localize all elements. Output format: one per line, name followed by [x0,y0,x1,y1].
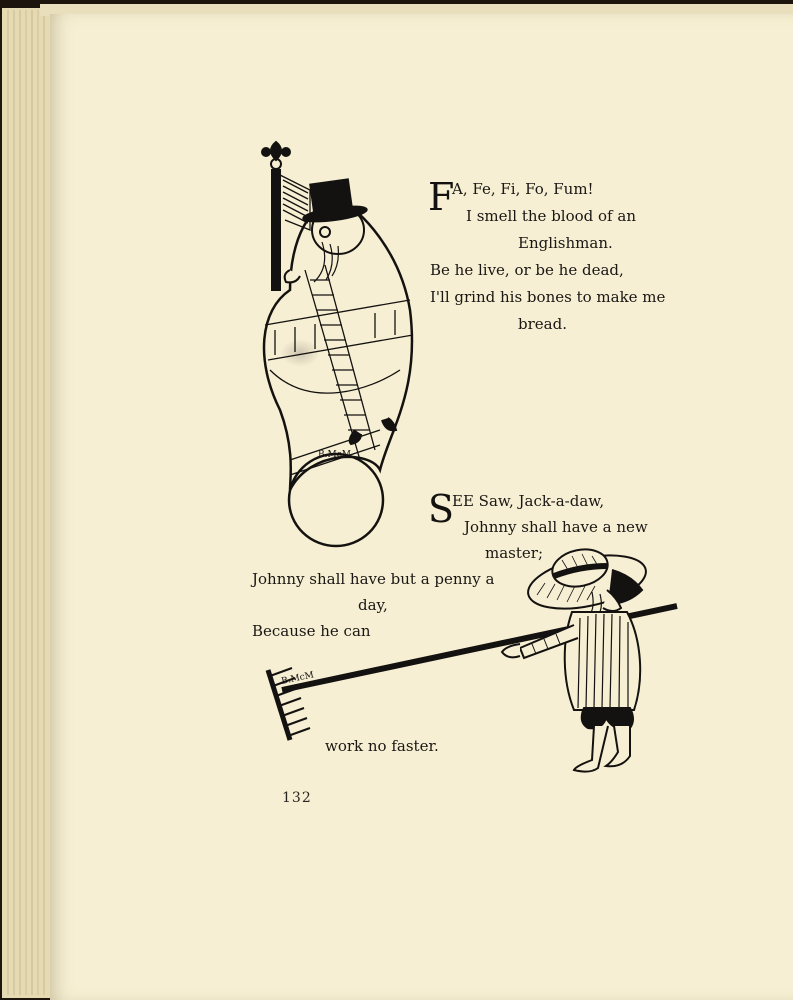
illustration-flag-man [250,130,430,555]
verse1-line-1: A, Fe, Fi, Fo, Fum! [452,180,594,198]
verse2-line-3: master; [485,544,543,562]
verse1-line-6: bread. [518,315,567,333]
page-number: 132 [282,790,312,806]
verse1-line-4: Be he live, or be he dead, [430,261,624,279]
signature-flag-man: B.McM [318,450,351,460]
verse2-line-7: work no faster. [325,737,439,755]
verse1-line-5: I'll grind his bones to make me [430,288,666,306]
verse2-line-6: Because he can [252,622,371,640]
verse1-line-3: Englishman. [518,234,613,252]
verse2-line-1: EE Saw, Jack-a-daw, [452,492,605,510]
verse2-line-4: Johnny shall have but a penny a [252,570,495,588]
verse1-line-2: I smell the blood of an [466,207,636,225]
verse2-line-5: day, [358,596,388,614]
dropcap-s: S [428,487,455,531]
signature-boy-rake: B.McM [280,670,315,687]
dropcap-f: F [428,175,455,219]
verse2-line-2: Johnny shall have a new [464,518,648,536]
illustration-boy-rake [262,540,687,775]
